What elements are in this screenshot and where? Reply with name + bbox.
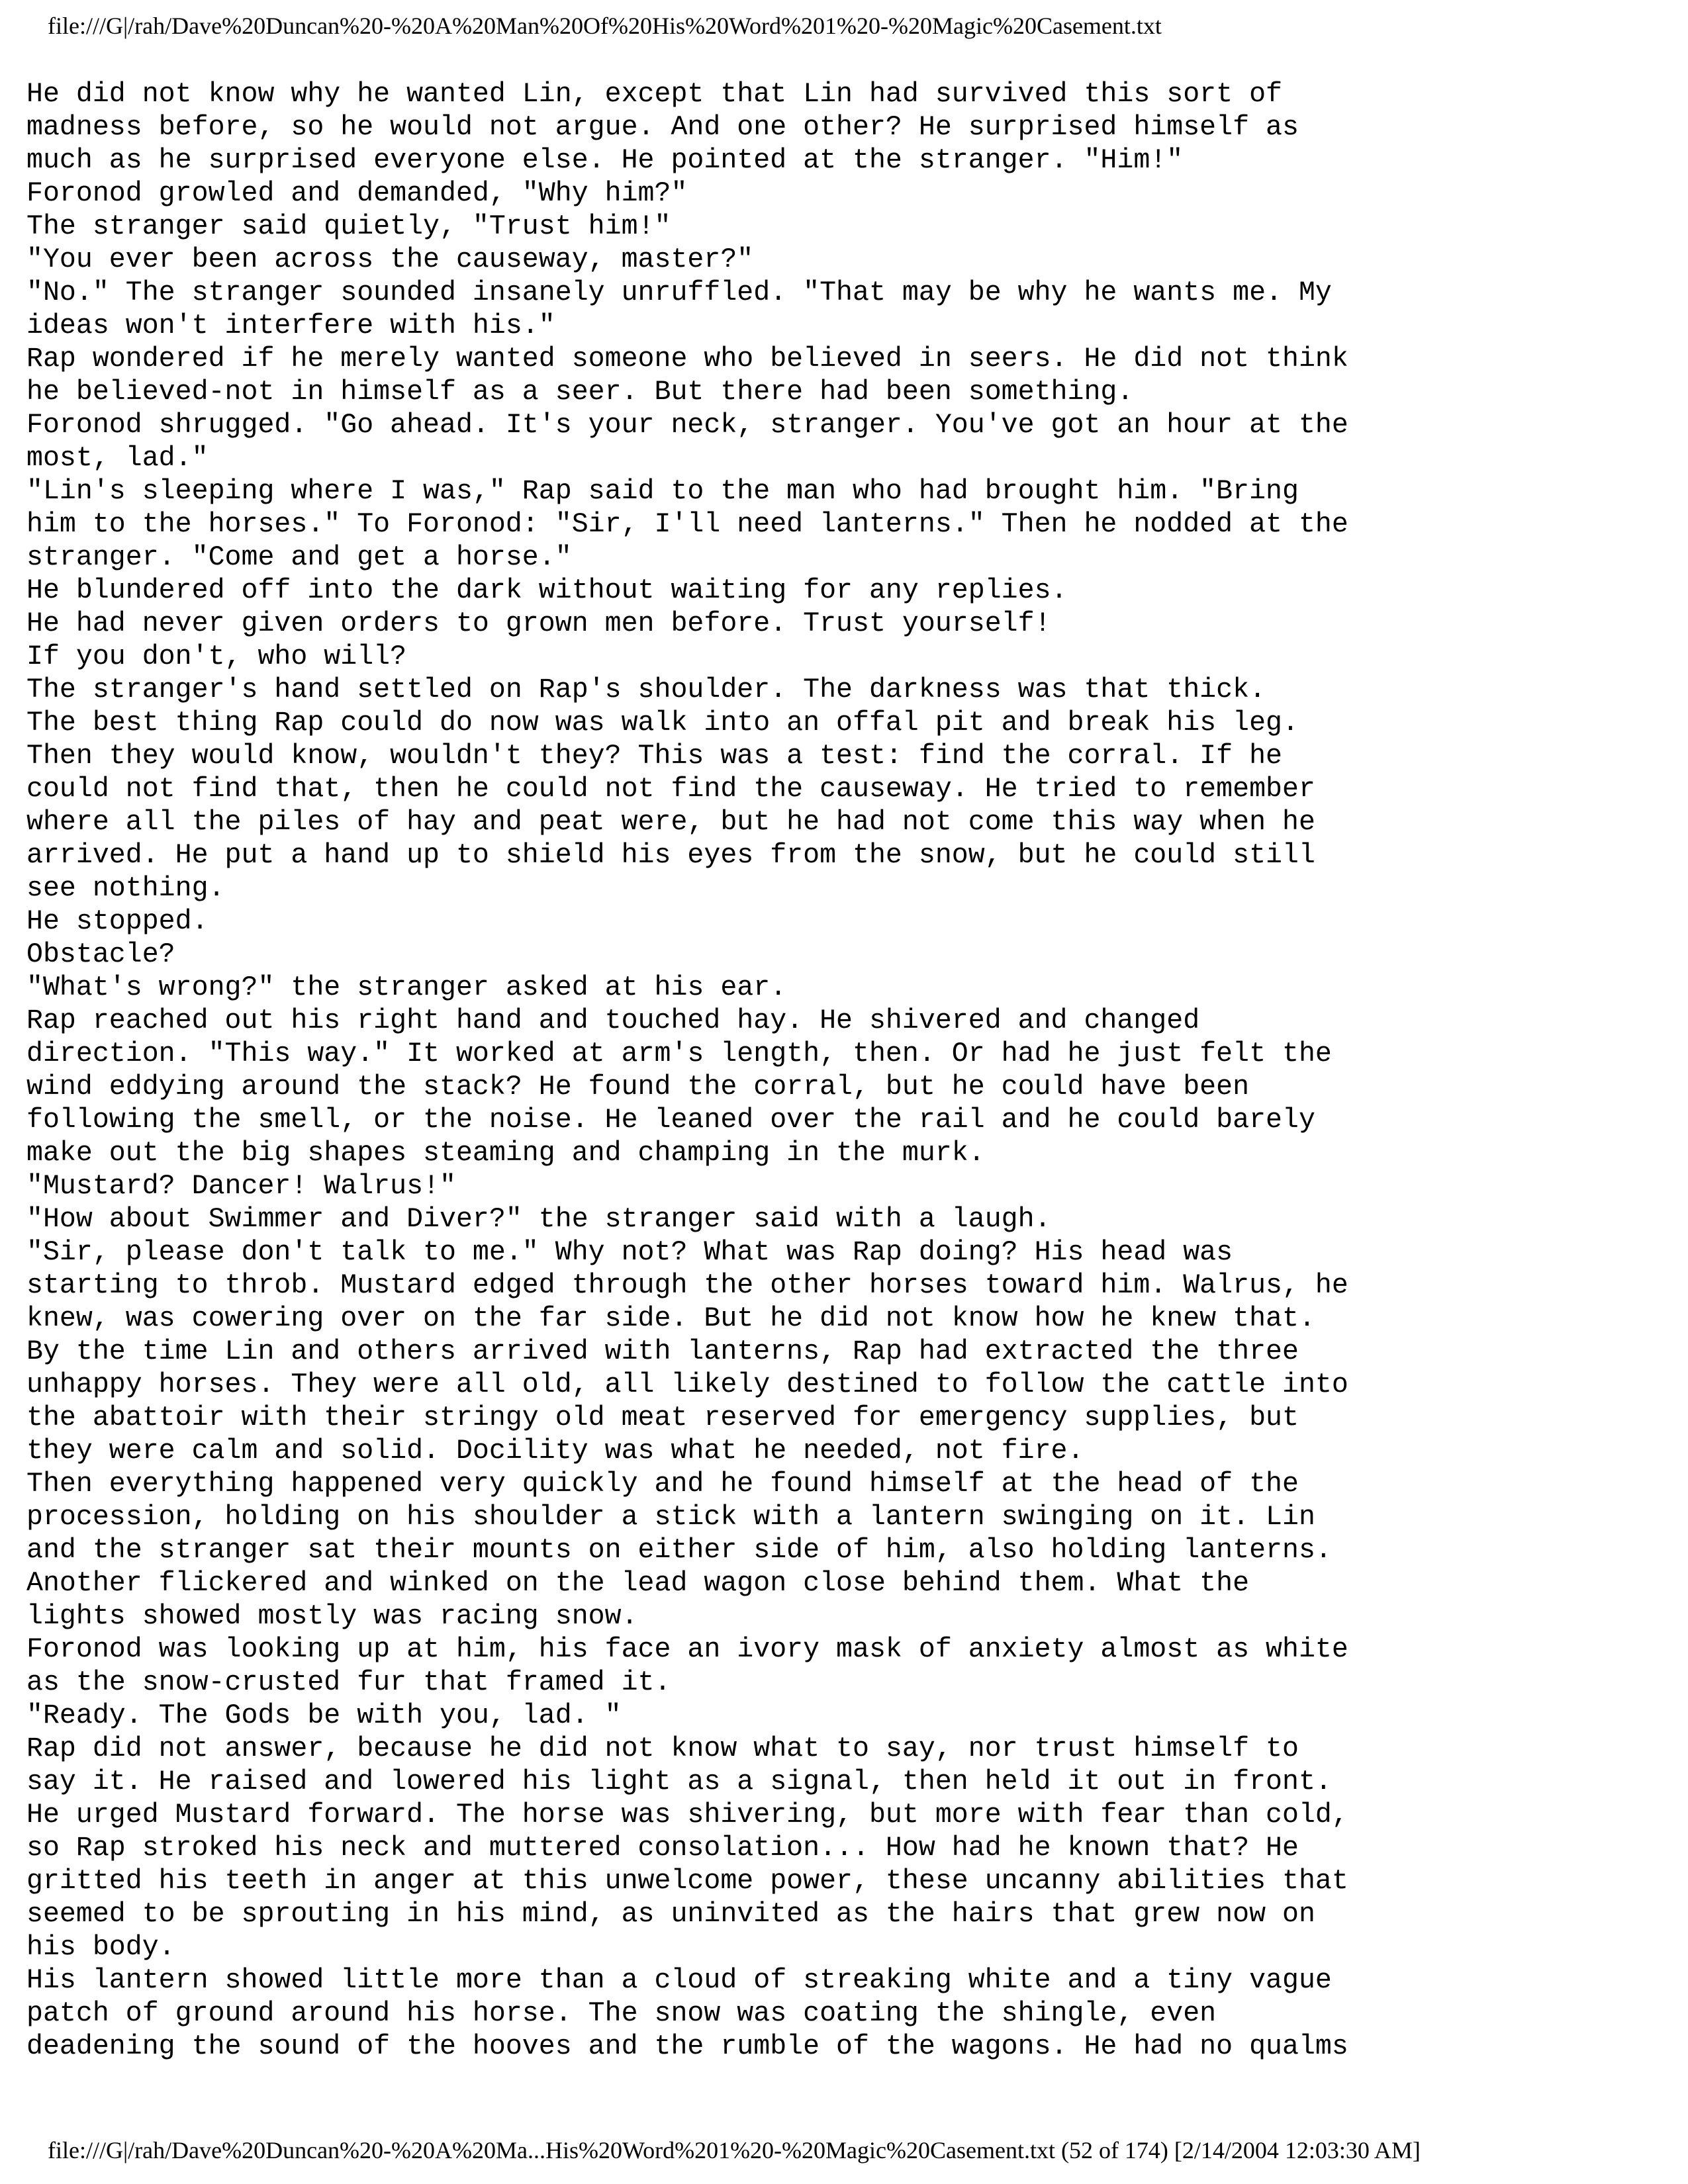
- text-line: following the smell, or the noise. He leaned over the rail and he could barely: [26, 1105, 1315, 1136]
- text-line: make out the big shapes steaming and champing in the murk.: [26, 1138, 985, 1169]
- text-line: so Rap stroked his neck and muttered consolation... How had he known that? He: [26, 1833, 1299, 1864]
- document-body: [26, 78, 1662, 2064]
- text-line: Another flickered and winked on the lead wagon close behind them. What the: [26, 1568, 1250, 1599]
- text-line: "How about Swimmer and Diver?" the stranger said with a laugh.: [26, 1204, 1051, 1235]
- text-line: knew, was cowering over on the far side. But he did not know how he knew that.: [26, 1303, 1315, 1334]
- text-line: direction. "This way." It worked at arm's length, then. Or had he just felt the: [26, 1038, 1332, 1069]
- text-line: deadening the sound of the hooves and the rumble of the wagons. He had no qualms: [26, 2031, 1348, 2062]
- text-line: stranger. "Come and get a horse.": [26, 542, 572, 573]
- text-line: where all the piles of hay and peat were, but he had not come this way when he: [26, 807, 1315, 838]
- text-line: Obstacle?: [26, 939, 175, 970]
- text-line: He had never given orders to grown men before. Trust yourself!: [26, 608, 1051, 639]
- text-line: He stopped.: [26, 906, 209, 937]
- text-line: Foronod growled and demanded, "Why him?": [26, 178, 688, 209]
- footer-file-path-and-page: file:///G|/rah/Dave%20Duncan%20-%20A%20Ma...His%20Word%201%20-%20Magic%20Casement.txt (52 of 174) [2/14/2004 12:03:30 AM]: [48, 2137, 1421, 2163]
- text-line: starting to throb. Mustard edged through the other horses toward him. Walrus, he: [26, 1270, 1348, 1301]
- text-line: The stranger's hand settled on Rap's shoulder. The darkness was that thick.: [26, 674, 1266, 705]
- text-line: "Sir, please don't talk to me." Why not? What was Rap doing? His head was: [26, 1237, 1233, 1268]
- text-line: Foronod shrugged. "Go ahead. It's your neck, stranger. You've got an hour at the: [26, 410, 1348, 441]
- text-line: patch of ground around his horse. The snow was coating the shingle, even: [26, 1998, 1217, 2029]
- text-line: "Ready. The Gods be with you, lad. ": [26, 1700, 622, 1731]
- text-line: wind eddying around the stack? He found the corral, but he could have been: [26, 1071, 1250, 1103]
- text-line: "Lin's sleeping where I was," Rap said to the man who had brought him. "Bring: [26, 476, 1299, 507]
- text-line: and the stranger sat their mounts on either side of him, also holding lanterns.: [26, 1535, 1332, 1566]
- text-line: If you don't, who will?: [26, 641, 407, 672]
- text-line: "Mustard? Dancer! Walrus!": [26, 1171, 456, 1202]
- text-line: Rap reached out his right hand and touched hay. He shivered and changed: [26, 1005, 1200, 1036]
- text-line: see nothing.: [26, 873, 225, 904]
- text-line: seemed to be sprouting in his mind, as uninvited as the hairs that grew now on: [26, 1899, 1315, 1930]
- text-line: unhappy horses. They were all old, all likely destined to follow the cattle into: [26, 1369, 1348, 1400]
- text-line: lights showed mostly was racing snow.: [26, 1601, 638, 1632]
- text-line: He urged Mustard forward. The horse was shivering, but more with fear than cold,: [26, 1799, 1348, 1831]
- text-line: By the time Lin and others arrived with lanterns, Rap had extracted the three: [26, 1336, 1299, 1367]
- text-line: Rap did not answer, because he did not know what to say, nor trust himself to: [26, 1733, 1299, 1764]
- text-line: his body.: [26, 1932, 175, 1963]
- text-line: "No." The stranger sounded insanely unruffled. "That may be why he wants me. My: [26, 277, 1332, 308]
- text-line: arrived. He put a hand up to shield his eyes from the snow, but he could still: [26, 840, 1315, 871]
- text-line: ideas won't interfere with his.": [26, 310, 555, 341]
- text-line: say it. He raised and lowered his light as a signal, then held it out in front.: [26, 1766, 1332, 1797]
- text-line: him to the horses." To Foronod: "Sir, I'll need lanterns." Then he nodded at the: [26, 509, 1348, 540]
- text-line: much as he surprised everyone else. He pointed at the stranger. "Him!": [26, 145, 1184, 176]
- text-line: He blundered off into the dark without waiting for any replies.: [26, 575, 1068, 606]
- text-line: His lantern showed little more than a cloud of streaking white and a tiny vague: [26, 1965, 1332, 1996]
- text-line: Then everything happened very quickly and he found himself at the head of the: [26, 1469, 1299, 1500]
- text-line: procession, holding on his shoulder a stick with a lantern swinging on it. Lin: [26, 1502, 1315, 1533]
- text-line: Then they would know, wouldn't they? This was a test: find the corral. If he: [26, 741, 1282, 772]
- text-line: gritted his teeth in anger at this unwelcome power, these uncanny abilities that: [26, 1866, 1348, 1897]
- text-line: could not find that, then he could not find the causeway. He tried to remember: [26, 774, 1315, 805]
- text-line: Foronod was looking up at him, his face an ivory mask of anxiety almost as white: [26, 1634, 1348, 1665]
- text-line: as the snow-crusted fur that framed it.: [26, 1667, 671, 1698]
- text-line: most, lad.": [26, 443, 209, 474]
- header-file-path: file:///G|/rah/Dave%20Duncan%20-%20A%20Man%20Of%20His%20Word%201%20-%20Magic%20Casement.txt: [48, 13, 1162, 39]
- text-line: Rap wondered if he merely wanted someone who believed in seers. He did not think: [26, 343, 1348, 375]
- text-line: the abattoir with their stringy old meat reserved for emergency supplies, but: [26, 1402, 1299, 1433]
- text-line: He did not know why he wanted Lin, except that Lin had survived this sort of: [26, 79, 1282, 110]
- text-line: they were calm and solid. Docility was what he needed, not fire.: [26, 1435, 1084, 1467]
- text-line: madness before, so he would not argue. And one other? He surprised himself as: [26, 112, 1299, 143]
- text-line: he believed-not in himself as a seer. But there had been something.: [26, 377, 1134, 408]
- text-line: The best thing Rap could do now was walk into an offal pit and break his leg.: [26, 707, 1299, 739]
- text-line: "What's wrong?" the stranger asked at his ear.: [26, 972, 787, 1003]
- text-line: "You ever been across the causeway, master?": [26, 244, 754, 275]
- text-line: The stranger said quietly, "Trust him!": [26, 211, 671, 242]
